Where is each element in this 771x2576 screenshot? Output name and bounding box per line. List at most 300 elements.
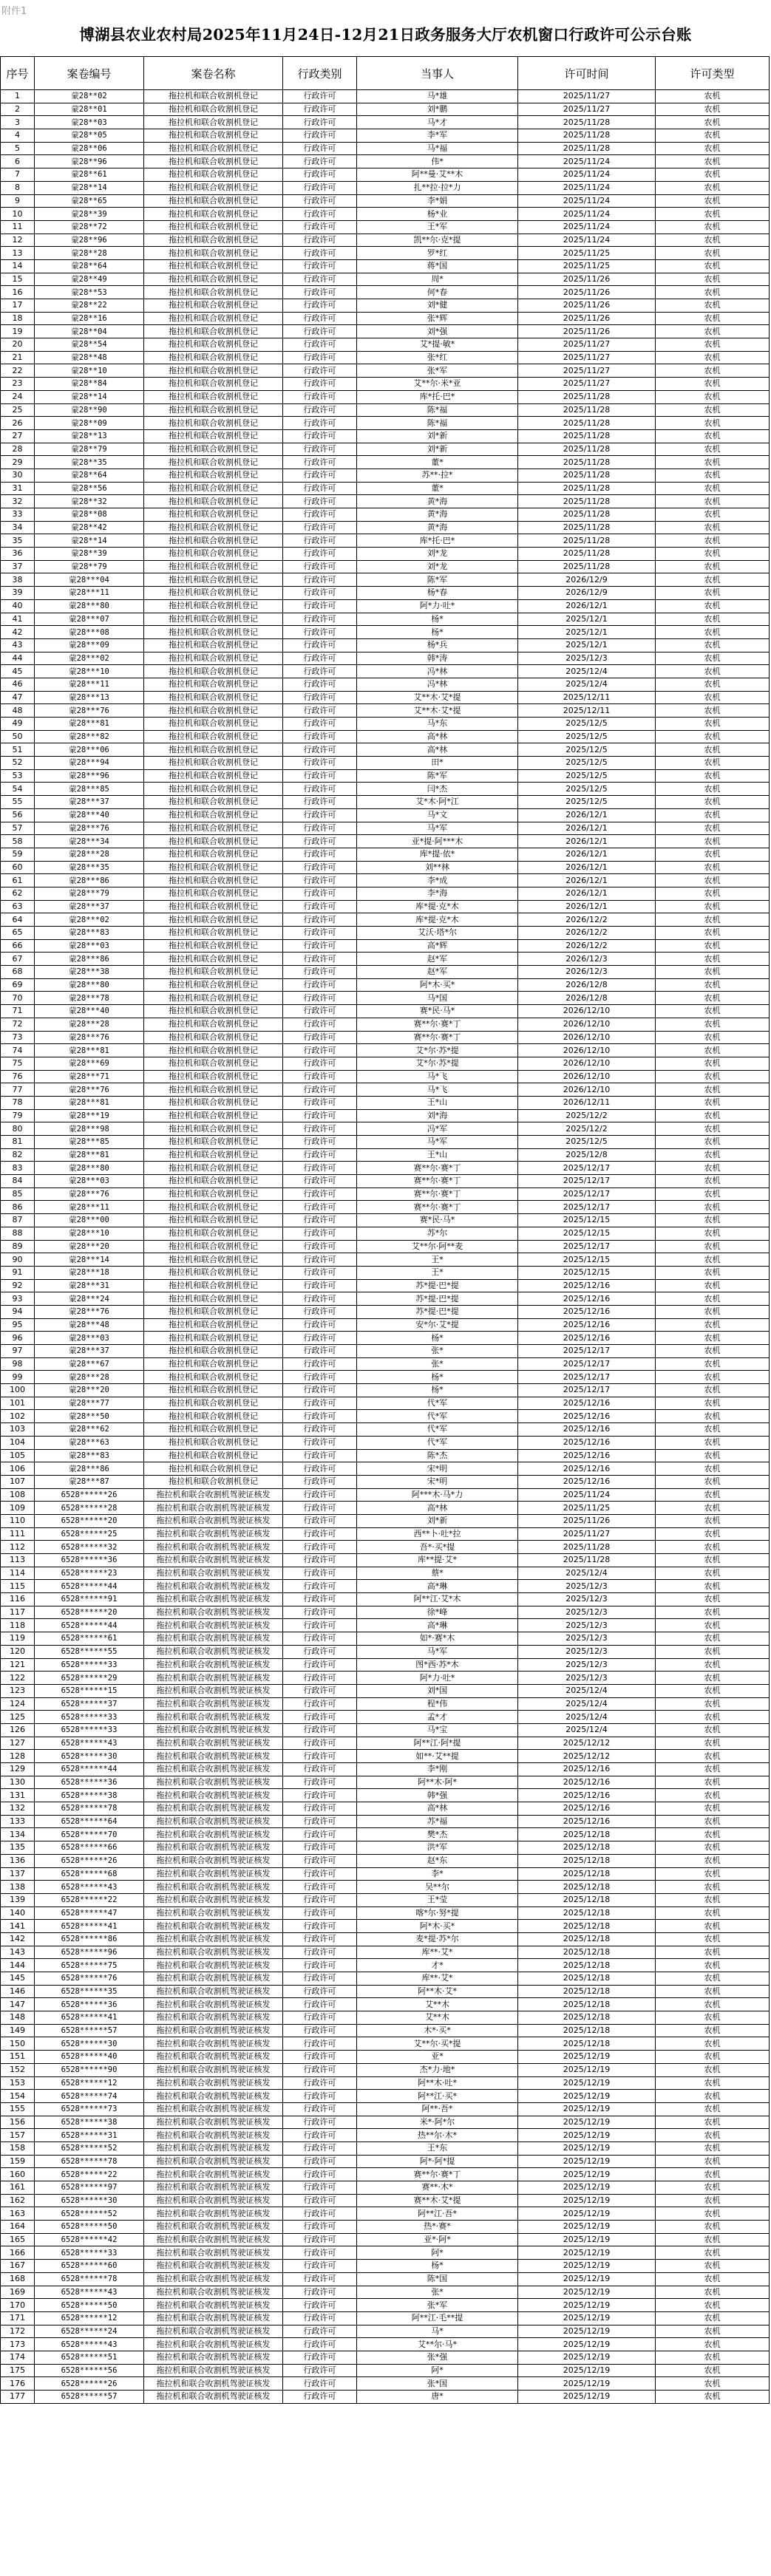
- cell-permit-date: 2025/11/28: [518, 456, 656, 469]
- cell-permit-type: 农机: [656, 848, 770, 861]
- cell-seq: 39: [1, 587, 35, 600]
- table-row: [1, 534, 770, 548]
- cell-file-no: 蒙28**53: [35, 286, 144, 299]
- cell-party: 马*雄: [357, 90, 518, 103]
- cell-permit-type: 农机: [656, 2299, 770, 2312]
- cell-permit-type: 农机: [656, 665, 770, 678]
- cell-party: 如**·艾**提: [357, 1750, 518, 1763]
- table-row: [1, 495, 770, 508]
- cell-file-no: 6528******22: [35, 1893, 144, 1907]
- col-header-file-no: 案卷编号: [35, 57, 144, 90]
- cell-category: 行政许可: [283, 887, 357, 900]
- cell-file-name: 拖拉机和联合收割机登记: [144, 808, 283, 822]
- cell-seq: 85: [1, 1188, 35, 1201]
- cell-category: 行政许可: [283, 835, 357, 848]
- cell-file-name: 拖拉机和联合收割机登记: [144, 1436, 283, 1449]
- table-row: [1, 1998, 770, 2011]
- cell-category: 行政许可: [283, 1684, 357, 1697]
- table-row: [1, 1907, 770, 1920]
- cell-category: 行政许可: [283, 234, 357, 247]
- cell-party: 西**卜·吐*拉: [357, 1527, 518, 1541]
- cell-permit-type: 农机: [656, 2090, 770, 2103]
- table-row: [1, 769, 770, 783]
- cell-category: 行政许可: [283, 978, 357, 992]
- cell-seq: 25: [1, 403, 35, 417]
- cell-permit-type: 农机: [656, 390, 770, 403]
- cell-file-name: 拖拉机和联合收割机驾驶证核发: [144, 2207, 283, 2221]
- cell-party: 赵*东: [357, 1854, 518, 1867]
- cell-category: 行政许可: [283, 482, 357, 495]
- cell-permit-type: 农机: [656, 1815, 770, 1828]
- table-row: [1, 273, 770, 286]
- table-row: [1, 1737, 770, 1750]
- cell-file-no: 蒙28***03: [35, 1175, 144, 1188]
- cell-permit-type: 农机: [656, 796, 770, 809]
- cell-category: 行政许可: [283, 1109, 357, 1122]
- cell-permit-type: 农机: [656, 1318, 770, 1332]
- cell-party: 周*: [357, 273, 518, 286]
- cell-file-no: 蒙28**01: [35, 103, 144, 116]
- cell-seq: 127: [1, 1737, 35, 1750]
- table-row: [1, 1292, 770, 1306]
- cell-seq: 130: [1, 1776, 35, 1789]
- cell-file-name: 拖拉机和联合收割机驾驶证核发: [144, 1502, 283, 1515]
- cell-permit-type: 农机: [656, 2024, 770, 2037]
- cell-party: 库*提·克*木: [357, 913, 518, 927]
- cell-category: 行政许可: [283, 1867, 357, 1881]
- cell-party: 艾*尔·苏*提: [357, 1057, 518, 1070]
- table-row: [1, 168, 770, 182]
- cell-file-no: 6528******68: [35, 1867, 144, 1881]
- cell-category: 行政许可: [283, 208, 357, 221]
- cell-permit-date: 2025/12/5: [518, 783, 656, 796]
- cell-file-no: 6528******64: [35, 1815, 144, 1828]
- cell-party: 王*山: [357, 1148, 518, 1162]
- cell-seq: 75: [1, 1057, 35, 1070]
- cell-seq: 104: [1, 1436, 35, 1449]
- cell-file-name: 拖拉机和联合收割机登记: [144, 403, 283, 417]
- cell-party: 苏*提·巴*提: [357, 1292, 518, 1306]
- cell-party: 马*文: [357, 808, 518, 822]
- table-row: [1, 1096, 770, 1109]
- table-row: [1, 364, 770, 378]
- cell-permit-date: 2025/12/19: [518, 2391, 656, 2404]
- cell-party: 阿**江·艾*木: [357, 1593, 518, 1606]
- cell-permit-type: 农机: [656, 1697, 770, 1711]
- cell-permit-date: 2025/12/16: [518, 1815, 656, 1828]
- cell-permit-date: 2025/12/19: [518, 2286, 656, 2299]
- cell-permit-date: 2025/12/19: [518, 2233, 656, 2246]
- cell-file-name: 拖拉机和联合收割机登记: [144, 769, 283, 783]
- cell-seq: 63: [1, 900, 35, 913]
- cell-file-no: 6528******90: [35, 2063, 144, 2076]
- cell-permit-date: 2025/11/26: [518, 1514, 656, 1527]
- cell-category: 行政许可: [283, 1357, 357, 1371]
- cell-seq: 54: [1, 783, 35, 796]
- cell-file-name: 拖拉机和联合收割机登记: [144, 704, 283, 718]
- cell-file-name: 拖拉机和联合收割机驾驶证核发: [144, 2129, 283, 2142]
- cell-permit-type: 农机: [656, 1554, 770, 1567]
- cell-seq: 21: [1, 351, 35, 364]
- cell-category: 行政许可: [283, 90, 357, 103]
- table-row: [1, 181, 770, 194]
- cell-file-name: 拖拉机和联合收割机登记: [144, 468, 283, 482]
- cell-file-name: 拖拉机和联合收割机登记: [144, 181, 283, 194]
- cell-category: 行政许可: [283, 1057, 357, 1070]
- cell-file-no: 6528******40: [35, 2051, 144, 2064]
- cell-category: 行政许可: [283, 861, 357, 874]
- cell-file-name: 拖拉机和联合收割机登记: [144, 129, 283, 143]
- cell-category: 行政许可: [283, 1083, 357, 1097]
- cell-category: 行政许可: [283, 1436, 357, 1449]
- cell-permit-date: 2025/12/3: [518, 1593, 656, 1606]
- table-row: [1, 1305, 770, 1318]
- cell-category: 行政许可: [283, 927, 357, 940]
- cell-party: 李*刚: [357, 1763, 518, 1776]
- cell-permit-type: 农机: [656, 1893, 770, 1907]
- table-row: [1, 2011, 770, 2025]
- cell-file-no: 蒙28***03: [35, 939, 144, 953]
- cell-party: 张*辉: [357, 312, 518, 325]
- cell-category: 行政许可: [283, 1502, 357, 1515]
- table-row: [1, 1397, 770, 1410]
- cell-party: 黄*海: [357, 521, 518, 534]
- cell-file-name: 拖拉机和联合收割机登记: [144, 273, 283, 286]
- col-header-permit-date: 许可时间: [518, 57, 656, 90]
- cell-file-name: 拖拉机和联合收割机驾驶证核发: [144, 2181, 283, 2195]
- cell-file-name: 拖拉机和联合收割机驾驶证核发: [144, 1567, 283, 1580]
- table-row: [1, 2155, 770, 2168]
- cell-file-name: 拖拉机和联合收割机登记: [144, 1410, 283, 1423]
- cell-party: 高*林: [357, 730, 518, 743]
- cell-permit-date: 2025/12/19: [518, 2155, 656, 2168]
- table-row: [1, 1201, 770, 1214]
- cell-category: 行政许可: [283, 1697, 357, 1711]
- table-row: [1, 2168, 770, 2181]
- cell-party: 赛**尔·赛*丁: [357, 1175, 518, 1188]
- cell-file-name: 拖拉机和联合收割机驾驶证核发: [144, 1554, 283, 1567]
- cell-file-name: 拖拉机和联合收割机登记: [144, 1384, 283, 1397]
- cell-permit-type: 农机: [656, 2129, 770, 2142]
- cell-category: 行政许可: [283, 1488, 357, 1502]
- cell-file-no: 蒙28**64: [35, 259, 144, 273]
- cell-seq: 164: [1, 2221, 35, 2234]
- cell-category: 行政许可: [283, 2076, 357, 2090]
- table-row: [1, 638, 770, 652]
- cell-permit-type: 农机: [656, 2011, 770, 2025]
- cell-permit-type: 农机: [656, 1907, 770, 1920]
- cell-permit-type: 农机: [656, 1397, 770, 1410]
- cell-category: 行政许可: [283, 2377, 357, 2391]
- cell-permit-type: 农机: [656, 626, 770, 639]
- cell-party: 阿**曼·艾**木: [357, 168, 518, 182]
- table-row: [1, 1541, 770, 1554]
- cell-file-no: 蒙28***20: [35, 1240, 144, 1253]
- cell-file-name: 拖拉机和联合收割机驾驶证核发: [144, 1802, 283, 1816]
- cell-permit-date: 2025/12/16: [518, 1789, 656, 1802]
- cell-permit-date: 2026/12/10: [518, 1044, 656, 1057]
- cell-category: 行政许可: [283, 796, 357, 809]
- cell-permit-date: 2025/12/17: [518, 1162, 656, 1175]
- cell-seq: 67: [1, 953, 35, 966]
- table-row: [1, 1841, 770, 1855]
- cell-permit-type: 农机: [656, 1502, 770, 1515]
- cell-file-name: 拖拉机和联合收割机登记: [144, 1070, 283, 1083]
- cell-category: 行政许可: [283, 691, 357, 704]
- cell-permit-date: 2025/12/18: [518, 2011, 656, 2025]
- cell-category: 行政许可: [283, 992, 357, 1005]
- cell-permit-type: 农机: [656, 142, 770, 155]
- cell-category: 行政许可: [283, 1397, 357, 1410]
- cell-file-no: 蒙28**84: [35, 378, 144, 391]
- cell-party: 阿**·吾*: [357, 2102, 518, 2116]
- cell-file-no: 6528******78: [35, 2272, 144, 2286]
- cell-category: 行政许可: [283, 1985, 357, 1998]
- cell-party: 张*红: [357, 351, 518, 364]
- cell-file-name: 拖拉机和联合收割机登记: [144, 220, 283, 234]
- cell-seq: 43: [1, 638, 35, 652]
- col-header-seq: 序号: [1, 57, 35, 90]
- cell-party: 张*国: [357, 2377, 518, 2391]
- cell-permit-type: 农机: [656, 1266, 770, 1279]
- cell-permit-type: 农机: [656, 351, 770, 364]
- cell-category: 行政许可: [283, 220, 357, 234]
- cell-permit-type: 农机: [656, 2181, 770, 2195]
- table-row: [1, 2051, 770, 2064]
- cell-file-no: 蒙28**49: [35, 273, 144, 286]
- cell-permit-type: 农机: [656, 181, 770, 194]
- cell-category: 行政许可: [283, 351, 357, 364]
- cell-file-no: 蒙28**22: [35, 299, 144, 313]
- cell-seq: 2: [1, 103, 35, 116]
- cell-file-name: 拖拉机和联合收割机登记: [144, 325, 283, 338]
- cell-permit-type: 农机: [656, 1188, 770, 1201]
- cell-permit-type: 农机: [656, 220, 770, 234]
- table-row: [1, 259, 770, 273]
- cell-category: 行政许可: [283, 599, 357, 613]
- cell-file-no: 蒙28***09: [35, 638, 144, 652]
- cell-party: 苏**·拉*: [357, 468, 518, 482]
- cell-file-no: 6528******25: [35, 1527, 144, 1541]
- cell-category: 行政许可: [283, 587, 357, 600]
- cell-permit-type: 农机: [656, 1776, 770, 1789]
- cell-seq: 33: [1, 508, 35, 522]
- cell-permit-date: 2025/12/17: [518, 1175, 656, 1188]
- cell-party: 阿**木·艾*: [357, 1985, 518, 1998]
- cell-seq: 49: [1, 718, 35, 731]
- cell-permit-date: 2025/12/4: [518, 1723, 656, 1737]
- cell-party: 陈*军: [357, 769, 518, 783]
- cell-permit-date: 2026/12/3: [518, 953, 656, 966]
- cell-category: 行政许可: [283, 1815, 357, 1828]
- cell-permit-date: 2025/12/3: [518, 1645, 656, 1658]
- cell-permit-type: 农机: [656, 247, 770, 260]
- cell-file-no: 蒙28***28: [35, 1018, 144, 1031]
- cell-permit-date: 2025/12/15: [518, 1227, 656, 1240]
- cell-file-no: 蒙28***00: [35, 1214, 144, 1227]
- cell-permit-type: 农机: [656, 495, 770, 508]
- table-row: [1, 718, 770, 731]
- permit-ledger-table: [0, 56, 770, 2404]
- cell-file-name: 拖拉机和联合收割机登记: [144, 1318, 283, 1332]
- cell-file-name: 拖拉机和联合收割机驾驶证核发: [144, 2364, 283, 2377]
- table-row: [1, 1253, 770, 1267]
- cell-seq: 64: [1, 913, 35, 927]
- cell-permit-type: 农机: [656, 403, 770, 417]
- cell-permit-date: 2025/12/1: [518, 613, 656, 626]
- cell-party: 杰*力·地*: [357, 2063, 518, 2076]
- cell-permit-date: 2025/11/28: [518, 495, 656, 508]
- cell-permit-type: 农机: [656, 835, 770, 848]
- cell-category: 行政许可: [283, 2246, 357, 2260]
- table-row: [1, 573, 770, 587]
- table-row: [1, 2338, 770, 2351]
- cell-permit-type: 农机: [656, 1332, 770, 1345]
- cell-permit-date: 2025/12/16: [518, 1763, 656, 1776]
- cell-party: 张*: [357, 1357, 518, 1371]
- cell-file-no: 蒙28***28: [35, 848, 144, 861]
- cell-permit-date: 2025/12/18: [518, 2037, 656, 2051]
- cell-file-no: 蒙28**96: [35, 155, 144, 168]
- cell-permit-date: 2025/12/18: [518, 1867, 656, 1881]
- cell-file-no: 6528******51: [35, 2351, 144, 2364]
- cell-seq: 169: [1, 2286, 35, 2299]
- cell-file-name: 拖拉机和联合收割机驾驶证核发: [144, 1881, 283, 1894]
- cell-party: 赛**尔·赛*丁: [357, 1188, 518, 1201]
- table-row: [1, 1697, 770, 1711]
- table-row: [1, 2233, 770, 2246]
- cell-file-no: 蒙28**96: [35, 234, 144, 247]
- cell-permit-date: 2026/12/10: [518, 1018, 656, 1031]
- cell-category: 行政许可: [283, 1044, 357, 1057]
- cell-permit-date: 2025/12/3: [518, 1672, 656, 1685]
- cell-seq: 161: [1, 2181, 35, 2195]
- cell-party: 杨*: [357, 1384, 518, 1397]
- cell-permit-date: 2026/12/2: [518, 939, 656, 953]
- cell-permit-type: 农机: [656, 2076, 770, 2090]
- cell-permit-type: 农机: [656, 299, 770, 313]
- cell-file-name: 拖拉机和联合收割机驾驶证核发: [144, 2299, 283, 2312]
- table-row: [1, 1214, 770, 1227]
- cell-category: 行政许可: [283, 168, 357, 182]
- cell-file-name: 拖拉机和联合收割机登记: [144, 835, 283, 848]
- cell-file-no: 6528******74: [35, 2090, 144, 2103]
- cell-permit-type: 农机: [656, 2221, 770, 2234]
- table-row: [1, 2141, 770, 2155]
- cell-permit-type: 农机: [656, 861, 770, 874]
- cell-permit-type: 农机: [656, 443, 770, 456]
- table-row: [1, 861, 770, 874]
- cell-permit-type: 农机: [656, 1959, 770, 1972]
- cell-permit-date: 2025/12/19: [518, 2194, 656, 2207]
- cell-seq: 150: [1, 2037, 35, 2051]
- cell-permit-type: 农机: [656, 913, 770, 927]
- cell-permit-type: 农机: [656, 429, 770, 443]
- cell-file-name: 拖拉机和联合收割机登记: [144, 1122, 283, 1136]
- cell-category: 行政许可: [283, 1449, 357, 1462]
- cell-file-name: 拖拉机和联合收割机登记: [144, 116, 283, 129]
- cell-permit-type: 农机: [656, 1881, 770, 1894]
- cell-seq: 4: [1, 129, 35, 143]
- table-row: [1, 2299, 770, 2312]
- cell-party: 闫*杰: [357, 783, 518, 796]
- cell-file-name: 拖拉机和联合收割机登记: [144, 1136, 283, 1149]
- cell-file-no: 6528******36: [35, 1776, 144, 1789]
- cell-category: 行政许可: [283, 2181, 357, 2195]
- cell-party: 李*: [357, 1867, 518, 1881]
- cell-file-no: 6528******47: [35, 1907, 144, 1920]
- cell-permit-date: 2026/12/1: [518, 822, 656, 835]
- cell-party: 陈*福: [357, 417, 518, 430]
- cell-file-name: 拖拉机和联合收割机驾驶证核发: [144, 1763, 283, 1776]
- cell-category: 行政许可: [283, 1567, 357, 1580]
- table-row: [1, 2246, 770, 2260]
- cell-file-no: 蒙28***11: [35, 587, 144, 600]
- cell-party: 苏*提·巴*提: [357, 1305, 518, 1318]
- cell-permit-type: 农机: [656, 1148, 770, 1162]
- cell-category: 行政许可: [283, 1527, 357, 1541]
- cell-file-no: 蒙28**10: [35, 364, 144, 378]
- cell-party: 徐*峰: [357, 1606, 518, 1619]
- cell-permit-type: 农机: [656, 1436, 770, 1449]
- cell-permit-date: 2026/12/9: [518, 573, 656, 587]
- cell-file-name: 拖拉机和联合收割机登记: [144, 573, 283, 587]
- table-row: [1, 129, 770, 143]
- cell-file-name: 拖拉机和联合收割机驾驶证核发: [144, 1580, 283, 1593]
- cell-party: 王*: [357, 1266, 518, 1279]
- cell-seq: 155: [1, 2102, 35, 2116]
- cell-seq: 78: [1, 1096, 35, 1109]
- cell-permit-date: 2025/11/28: [518, 521, 656, 534]
- cell-party: 高*琳: [357, 1619, 518, 1632]
- cell-permit-date: 2025/12/15: [518, 1253, 656, 1267]
- cell-seq: 160: [1, 2168, 35, 2181]
- table-row: [1, 1345, 770, 1358]
- cell-file-no: 蒙28***31: [35, 1279, 144, 1292]
- cell-category: 行政许可: [283, 1946, 357, 1959]
- table-row: [1, 1567, 770, 1580]
- table-row: [1, 1672, 770, 1685]
- cell-category: 行政许可: [283, 2090, 357, 2103]
- cell-permit-type: 农机: [656, 1122, 770, 1136]
- cell-permit-date: 2025/11/28: [518, 443, 656, 456]
- cell-permit-type: 农机: [656, 168, 770, 182]
- cell-permit-type: 农机: [656, 718, 770, 731]
- cell-category: 行政许可: [283, 129, 357, 143]
- cell-permit-type: 农机: [656, 364, 770, 378]
- cell-permit-type: 农机: [656, 548, 770, 561]
- cell-party: 王*东: [357, 2141, 518, 2155]
- cell-category: 行政许可: [283, 1279, 357, 1292]
- table-row: [1, 652, 770, 665]
- cell-permit-type: 农机: [656, 1593, 770, 1606]
- cell-seq: 27: [1, 429, 35, 443]
- cell-party: 何*春: [357, 286, 518, 299]
- cell-file-no: 6528******76: [35, 1972, 144, 1986]
- cell-permit-type: 农机: [656, 1672, 770, 1685]
- cell-permit-date: 2025/11/28: [518, 508, 656, 522]
- cell-category: 行政许可: [283, 1462, 357, 1476]
- cell-file-name: 拖拉机和联合收割机驾驶证核发: [144, 2011, 283, 2025]
- cell-permit-type: 农机: [656, 1449, 770, 1462]
- cell-seq: 76: [1, 1070, 35, 1083]
- cell-permit-date: 2026/12/1: [518, 808, 656, 822]
- cell-file-name: 拖拉机和联合收割机驾驶证核发: [144, 2391, 283, 2404]
- cell-permit-type: 农机: [656, 730, 770, 743]
- cell-permit-type: 农机: [656, 2260, 770, 2273]
- cell-permit-date: 2025/12/15: [518, 1266, 656, 1279]
- cell-category: 行政许可: [283, 1122, 357, 1136]
